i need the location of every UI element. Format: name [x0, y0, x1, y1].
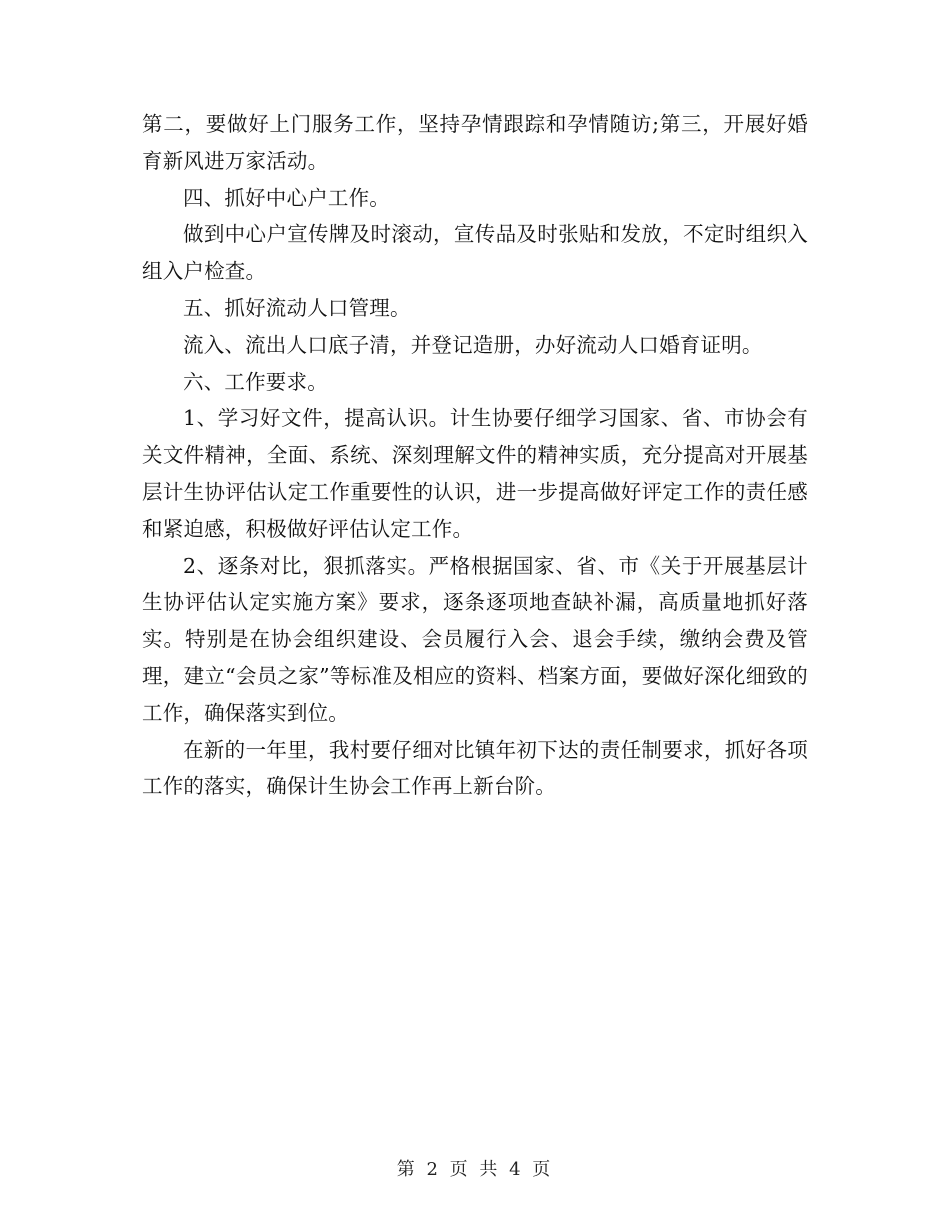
- paragraph: 第二，要做好上门服务工作，坚持孕情跟踪和孕情随访;第三，开展好婚育新风进万家活动。: [142, 112, 808, 173]
- document-body: [142, 106, 808, 805]
- paragraph: 2、逐条对比，狠抓落实。严格根据国家、省、市《关于开展基层计生协评估认定实施方案》要求，逐条逐项地查缺补漏，高质量地抓好落实。特别是在协会组织建设、会员履行入会、退会手续，缴纳会费及管理，建立“会员之家”等标准及相应的资料、档案方面，要做好深化细致的工作，确保落实到位。: [142, 553, 808, 725]
- paragraph: 做到中心户宣传牌及时滚动，宣传品及时张贴和发放，不定时组织入组入户检查。: [142, 222, 808, 284]
- paragraph: 在新的一年里，我村要仔细对比镇年初下达的责任制要求，抓好各项工作的落实，确保计生协会工作再上新台阶。: [142, 737, 808, 799]
- section-heading: 四、抓好中心户工作。: [183, 185, 390, 210]
- paragraph: 1、学习好文件，提高认识。计生协要仔细学习国家、省、市协会有关文件精神，全面、系统、深刻理解文件的精神实质，充分提高对开展基层计生协评估认定工作重要性的认识，进一步提高做好评定工作的责任感和紧迫感，积极做好评估认定工作。: [142, 406, 808, 541]
- section-heading: 五、抓好流动人口管理。: [183, 295, 411, 320]
- paragraph: 流入、流出人口底子清，并登记造册，办好流动人口婚育证明。: [183, 332, 763, 357]
- page-number: 第 2 页 共 4 页: [396, 1159, 554, 1180]
- section-heading: 六、工作要求。: [183, 369, 328, 394]
